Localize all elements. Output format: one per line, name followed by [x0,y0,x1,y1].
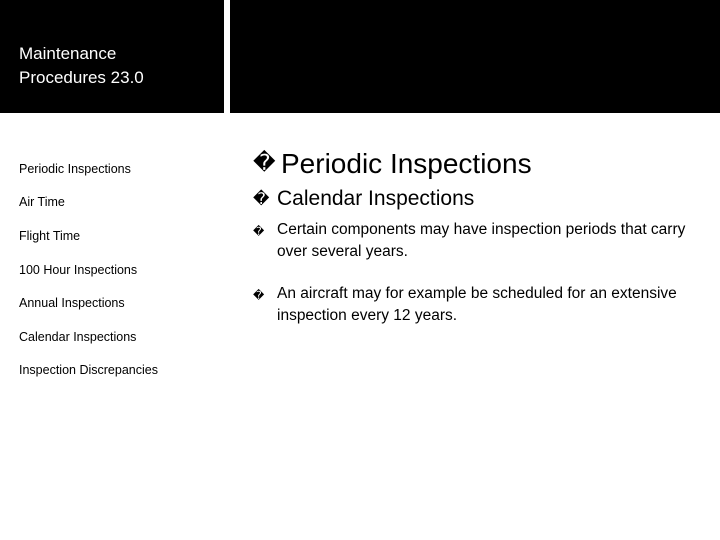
course-title [19,42,219,90]
detail-bullet-icon: � [253,289,265,302]
header-band [230,0,720,113]
course-title-line-2: Procedures 23.0 [19,68,144,87]
content-heading [253,143,703,185]
sub-heading [253,185,703,213]
sidebar-item-flight-time[interactable]: Flight Time [19,228,81,243]
sub-heading-text: Calendar Inspections [277,187,475,210]
detail-text: Certain components may have inspection periods that carry over several years. [277,221,686,260]
content-heading-text: Periodic Inspections [281,148,532,179]
sidebar-nav [19,152,224,387]
heading-bullet-icon: � [253,151,276,176]
sidebar-item-calendar-inspections[interactable]: Calendar Inspections [19,329,137,344]
course-title-line-1: Maintenance [19,44,117,63]
sidebar-item-100-hour-inspections[interactable]: 100 Hour Inspections [19,262,138,277]
sidebar-item-air-time[interactable]: Air Time [19,195,65,210]
list-item [253,219,703,263]
detail-text: An aircraft may for example be scheduled for an extensive inspection every 12 years. [277,285,677,324]
detail-list [253,219,703,327]
sidebar-item-inspection-discrepancies[interactable]: Inspection Discrepancies [19,363,158,378]
sidebar-item-periodic-inspections[interactable]: Periodic Inspections [19,161,131,176]
sub-heading-bullet-icon: � [253,189,270,208]
slide-content [253,143,703,347]
sidebar-item-annual-inspections[interactable]: Annual Inspections [19,296,125,311]
detail-bullet-icon: � [253,225,265,238]
list-item [253,283,703,327]
